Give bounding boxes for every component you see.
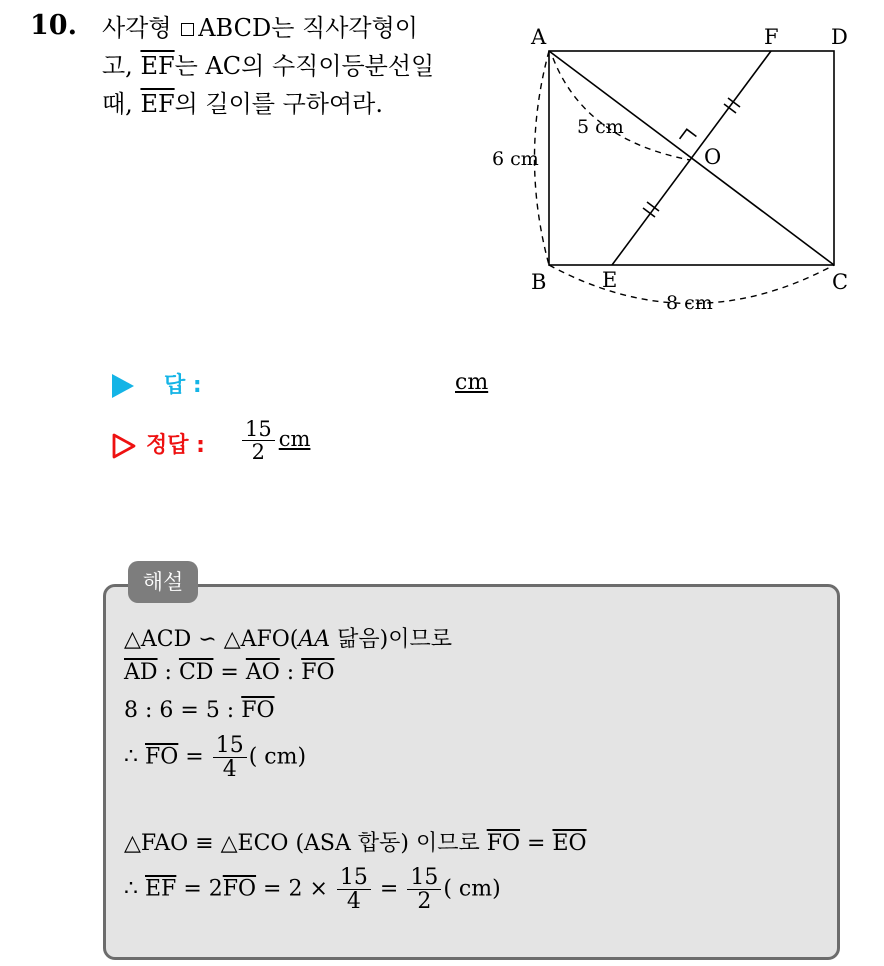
length-label-5cm: 5 cm bbox=[577, 116, 624, 138]
segment-fo: $\overline{FO}$ bbox=[145, 744, 179, 770]
geometry-figure bbox=[480, 15, 860, 320]
fraction-numerator: 15 bbox=[213, 734, 247, 758]
segment-fo: $\overline{FO}$ bbox=[241, 698, 275, 723]
fraction-numerator: 15 bbox=[242, 418, 275, 441]
problem-text: 의 길이를 구하여라. bbox=[174, 90, 383, 118]
problem-text: 는 직사각형이 bbox=[271, 14, 418, 42]
solution-text: △FAO ≡ △ECO (ASA 합동) 이므로 bbox=[124, 831, 487, 856]
problem-text: 때, bbox=[102, 90, 141, 118]
solution-text: = bbox=[520, 831, 553, 856]
solution-text: ∴ bbox=[124, 744, 145, 770]
length-label-6cm: 6 cm bbox=[492, 148, 539, 170]
solution-text: 닮음)이므로 bbox=[330, 627, 453, 652]
solution-line-3 bbox=[124, 698, 275, 723]
solution-line-5 bbox=[124, 826, 587, 857]
solution-line-2 bbox=[124, 660, 335, 685]
solution-tab: 해설 bbox=[128, 561, 198, 603]
right-angle-mark bbox=[680, 129, 697, 139]
correct-answer-label: 정답 : bbox=[146, 433, 205, 458]
answer-label: 답 : bbox=[164, 373, 202, 398]
segment-cd: $\overline{CD}$ bbox=[178, 660, 214, 685]
solution-text: = bbox=[213, 660, 246, 685]
fraction bbox=[213, 734, 247, 781]
segment-ad: $\overline{AD}$ bbox=[124, 660, 158, 685]
problem-number: 10. bbox=[30, 10, 77, 41]
segment-fo: $\overline{FO}$ bbox=[301, 660, 335, 685]
solution-line-6 bbox=[124, 866, 501, 913]
segment-fo: $\overline{FO}$ bbox=[222, 876, 257, 902]
segment-ef: $\overline{EF}$ bbox=[140, 90, 175, 118]
rect-name: ABCD bbox=[198, 14, 272, 42]
point-label-f: F bbox=[764, 25, 779, 49]
length-label-8cm: 8 cm bbox=[666, 292, 713, 314]
solution-text: ∴ bbox=[124, 876, 145, 902]
solution-text: = 2 × bbox=[256, 876, 335, 902]
point-label-a: A bbox=[531, 25, 547, 49]
problem-text: 고, bbox=[102, 52, 141, 80]
segment-eo: $\overline{EO}$ bbox=[552, 831, 587, 856]
fraction bbox=[407, 866, 441, 913]
problem-line-1 bbox=[102, 12, 418, 44]
quadrilateral-symbol-icon bbox=[181, 23, 194, 36]
answer-row bbox=[112, 368, 202, 399]
fraction-numerator: 15 bbox=[407, 866, 441, 890]
solution-line-4 bbox=[124, 734, 306, 781]
fraction-denominator: 4 bbox=[222, 757, 237, 783]
solution-text: : bbox=[157, 660, 179, 685]
answer-unit: cm bbox=[455, 370, 489, 395]
point-label-e: E bbox=[602, 268, 618, 292]
solution-text: ( cm) bbox=[248, 744, 307, 770]
point-label-d: D bbox=[831, 25, 848, 49]
fraction-denominator: 4 bbox=[346, 889, 361, 915]
segment-ef-line bbox=[612, 51, 771, 265]
solution-italic: AA bbox=[298, 627, 331, 652]
fraction-numerator: 15 bbox=[337, 866, 371, 890]
problem-line-3 bbox=[102, 88, 383, 120]
solution-text: = 2 bbox=[176, 876, 223, 902]
solution-line-1 bbox=[124, 622, 452, 653]
correct-answer-value bbox=[240, 418, 310, 463]
outline-arrow-icon bbox=[112, 433, 136, 459]
solution-text: : bbox=[279, 660, 302, 685]
solution-text: = bbox=[178, 744, 211, 770]
solution-text: 8 : 6 = 5 : bbox=[124, 698, 242, 723]
solution-text: ( cm) bbox=[443, 876, 501, 902]
segment-ao: $\overline{AO}$ bbox=[245, 660, 280, 685]
segment-ef: $\overline{EF}$ bbox=[145, 876, 177, 902]
fraction bbox=[337, 866, 371, 913]
fraction-denominator: 2 bbox=[417, 889, 432, 915]
fraction bbox=[242, 418, 275, 463]
play-arrow-icon bbox=[112, 374, 134, 398]
solution-text: = bbox=[372, 876, 406, 902]
problem-line-2 bbox=[102, 50, 434, 82]
correct-answer-unit: cm bbox=[278, 427, 311, 452]
dashed-arc-5cm bbox=[553, 58, 690, 160]
point-label-b: B bbox=[531, 270, 547, 294]
point-label-o: O bbox=[704, 145, 722, 169]
point-label-c: C bbox=[832, 270, 849, 294]
segment-ef: $\overline{EF}$ bbox=[140, 52, 175, 80]
fraction-denominator: 2 bbox=[251, 440, 266, 465]
problem-text: 사각형 bbox=[102, 14, 180, 42]
segment-fo: $\overline{FO}$ bbox=[486, 831, 521, 856]
correct-answer-row bbox=[112, 428, 205, 459]
solution-text: △ACD ∽ △AFO( bbox=[124, 627, 299, 652]
problem-text: 는 AC의 수직이등분선일 bbox=[174, 52, 435, 80]
